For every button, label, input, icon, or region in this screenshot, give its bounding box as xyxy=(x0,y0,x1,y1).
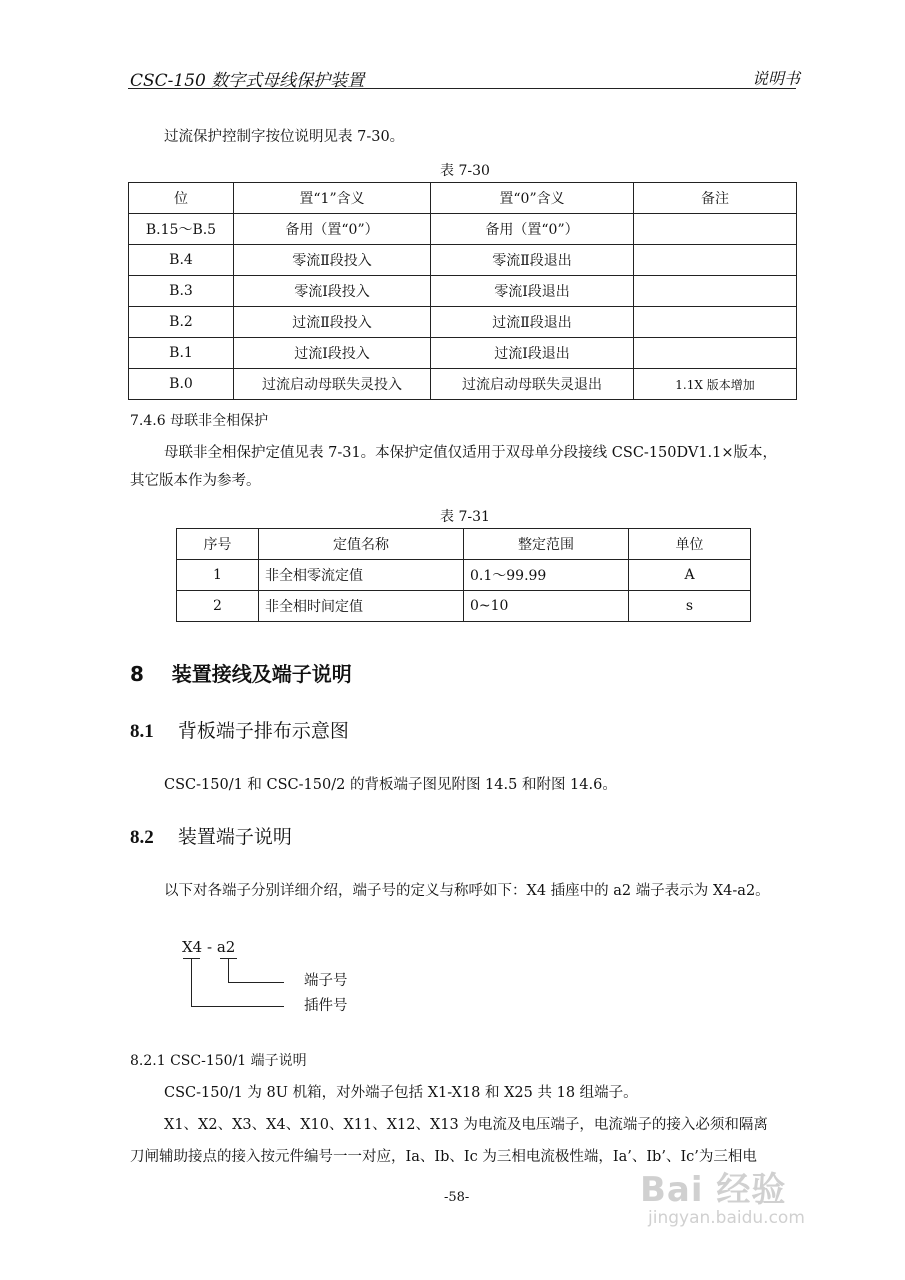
table-cell: 过流Ⅰ段退出 xyxy=(431,338,634,369)
section-7-4-6-paragraph-line1: 母联非全相保护定值见表 7-31。本保护定值仅适用于双母单分段接线 CSC-150DV1.1×版本， xyxy=(164,445,778,461)
diagram-leader-plugin xyxy=(191,1006,284,1007)
table-header-cell: 置“1”含义 xyxy=(234,183,431,214)
table-cell: B.2 xyxy=(129,307,234,338)
table-header-cell: 定值名称 xyxy=(259,529,464,560)
table-header-cell: 位 xyxy=(129,183,234,214)
table-cell: 非全相零流定值 xyxy=(259,560,464,591)
section-7-4-6-heading: 7.4.6 母联非全相保护 xyxy=(130,413,269,429)
diagram-connector-plugin xyxy=(191,958,192,1006)
table-cell: 零流Ⅰ段投入 xyxy=(234,276,431,307)
intro-paragraph: 过流保护控制字按位说明见表 7-30。 xyxy=(164,129,405,145)
diagram-label: X4 - a2 xyxy=(182,938,236,956)
section-8-2-number: 8.2 xyxy=(130,827,154,848)
table-cell: B.3 xyxy=(129,276,234,307)
table-cell: 零流Ⅱ段退出 xyxy=(431,245,634,276)
table-header-cell: 置“0”含义 xyxy=(431,183,634,214)
section-8-2-title: 装置端子说明 xyxy=(177,826,292,848)
table-cell: 2 xyxy=(177,591,259,622)
table-cell: 过流Ⅱ段退出 xyxy=(431,307,634,338)
table-cell: B.1 xyxy=(129,338,234,369)
table-header-cell: 整定范围 xyxy=(464,529,629,560)
table-cell: B.4 xyxy=(129,245,234,276)
watermark-logo: Bai 经验 xyxy=(640,1170,787,1210)
section-8-1-number: 8.1 xyxy=(130,721,154,742)
table-cell: 非全相时间定值 xyxy=(259,591,464,622)
table-cell: 零流Ⅰ段退出 xyxy=(431,276,634,307)
watermark-url: jingyan.baidu.com xyxy=(648,1208,805,1228)
table-header-cell: 序号 xyxy=(177,529,259,560)
table-cell: 备用（置“0”） xyxy=(234,214,431,245)
section-8-2-1-heading: 8.2.1 CSC-150/1 端子说明 xyxy=(130,1053,307,1069)
section-8-2-paragraph: 以下对各端子分别详细介绍，端子号的定义与称呼如下：X4 插座中的 a2 端子表示为 X4-a2。 xyxy=(164,883,770,899)
section-8-2-1-paragraph1: CSC-150/1 为 8U 机箱，对外端子包括 X1-X18 和 X25 共 18 组端子。 xyxy=(164,1085,638,1101)
diagram-connector-terminal xyxy=(228,958,229,982)
table-cell: 过流启动母联失灵投入 xyxy=(234,369,431,400)
section-8-1-title: 背板端子排布示意图 xyxy=(177,720,349,742)
section-8-2-1-paragraph2-line1: X1、X2、X3、X4、X10、X11、X12、X13 为电流及电压端子，电流端子的接入必须和隔离 xyxy=(164,1117,768,1133)
table-cell: 过流Ⅰ段投入 xyxy=(234,338,431,369)
diagram-leader-terminal xyxy=(228,982,284,983)
table-cell: A xyxy=(629,560,751,591)
table-cell: B.0 xyxy=(129,369,234,400)
section-8-2-1-paragraph2-line2: 刀闸辅助接点的接入按元件编号一一对应，Ia、Ib、Ic 为三相电流极性端，Ia’、Ib’、Ic’为三相电 xyxy=(130,1149,757,1165)
header-title: CSC-150 数字式母线保护装置 xyxy=(130,71,365,91)
table-cell: 0~10 xyxy=(464,591,629,622)
table-cell: 1.1X 版本增加 xyxy=(634,369,797,400)
table-cell: 零流Ⅱ段投入 xyxy=(234,245,431,276)
table-7-31-caption: 表 7-31 xyxy=(440,509,490,525)
chapter-8-number: 8 xyxy=(130,662,144,686)
table-7-30-caption: 表 7-30 xyxy=(440,163,490,179)
table-header-cell: 单位 xyxy=(629,529,751,560)
section-8-1-paragraph: CSC-150/1 和 CSC-150/2 的背板端子图见附图 14.5 和附图 14.6。 xyxy=(164,777,617,793)
table-cell: 备用（置“0”） xyxy=(431,214,634,245)
table-header-cell: 备注 xyxy=(634,183,797,214)
table-cell: s xyxy=(629,591,751,622)
section-7-4-6-paragraph-line2: 其它版本作为参考。 xyxy=(130,473,261,489)
chapter-8-title: 装置接线及端子说明 xyxy=(171,662,352,686)
header-manual-label: 说明书 xyxy=(751,69,800,88)
diagram-terminal-label: 端子号 xyxy=(304,973,348,989)
table-cell: 过流Ⅱ段投入 xyxy=(234,307,431,338)
table-cell: 过流启动母联失灵退出 xyxy=(431,369,634,400)
diagram-plugin-label: 插件号 xyxy=(304,998,348,1014)
table-cell: 1 xyxy=(177,560,259,591)
page-number: -58- xyxy=(444,1190,470,1205)
table-cell: 0.1～99.99 xyxy=(464,560,629,591)
table-cell: B.15～B.5 xyxy=(129,214,234,245)
